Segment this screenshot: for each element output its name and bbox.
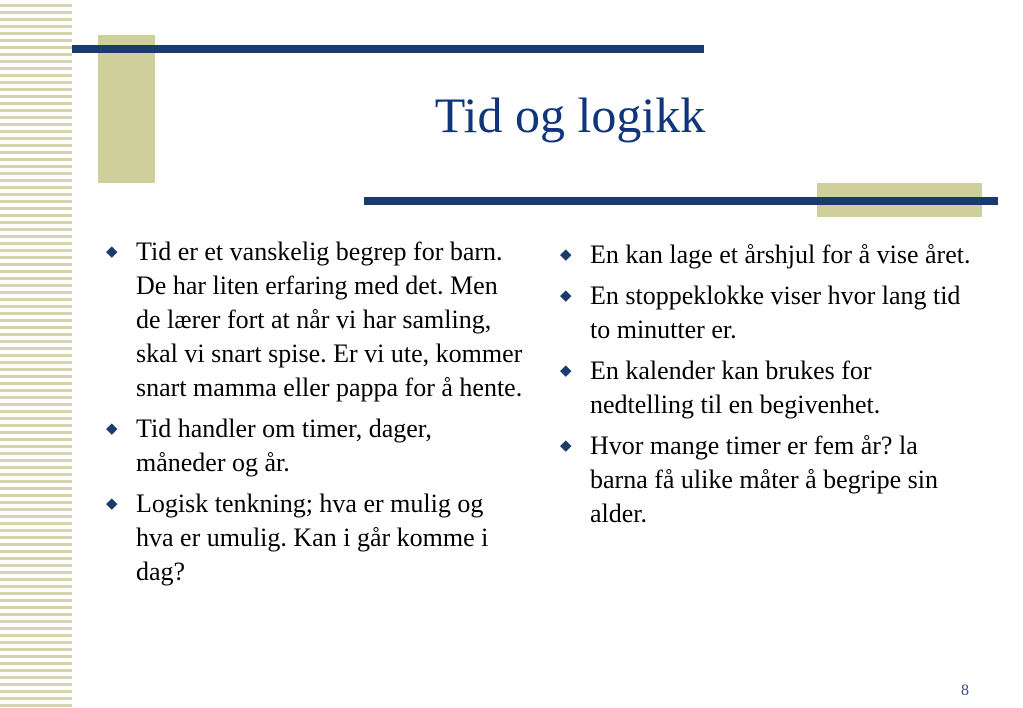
list-item-text: En stoppeklokke viser hvor lang tid to minutter er. bbox=[590, 281, 961, 344]
decorative-navy-line-bottom bbox=[364, 197, 998, 205]
list-item-text: Hvor mange timer er fem år? la barna få ulike måter å begripe sin alder. bbox=[590, 431, 938, 528]
list-item-text: Tid er et vanskelig begrep for barn. De har liten erfaring med det. Men de lærer fort at når vi har samling, skal vi snart spise. Er vi ute, kommer snart mamma eller pappa for å hente. bbox=[136, 237, 523, 402]
diamond-bullet-icon: ◆ bbox=[106, 421, 118, 437]
list-item-text: En kan lage et årshjul for å vise året. bbox=[590, 240, 971, 269]
diamond-bullet-icon: ◆ bbox=[560, 288, 572, 304]
slide-title: Tid og logikk bbox=[434, 87, 706, 143]
left-bullet-list bbox=[105, 235, 525, 596]
list-item-text: En kalender kan brukes for nedtelling til en begivenhet. bbox=[590, 356, 881, 419]
decorative-stripes bbox=[0, 0, 72, 708]
decorative-navy-line-top bbox=[72, 45, 704, 53]
diamond-bullet-icon: ◆ bbox=[560, 363, 572, 379]
list-item bbox=[105, 235, 525, 405]
list-item bbox=[559, 354, 979, 422]
diamond-bullet-icon: ◆ bbox=[106, 244, 118, 260]
list-item-text: Logisk tenkning; hva er mulig og hva er umulig. Kan i går komme i dag? bbox=[136, 489, 489, 586]
list-item bbox=[105, 412, 525, 480]
list-item bbox=[559, 238, 979, 272]
page-number: 8 bbox=[961, 682, 969, 699]
list-item bbox=[559, 279, 979, 347]
list-item-text: Tid handler om timer, dager, måneder og år. bbox=[136, 414, 432, 477]
diamond-bullet-icon: ◆ bbox=[560, 247, 572, 263]
list-item bbox=[559, 429, 979, 531]
decorative-khaki-block-top bbox=[98, 35, 155, 183]
diamond-bullet-icon: ◆ bbox=[106, 496, 118, 512]
list-item bbox=[105, 487, 525, 589]
right-bullet-list bbox=[559, 238, 979, 538]
diamond-bullet-icon: ◆ bbox=[560, 438, 572, 454]
